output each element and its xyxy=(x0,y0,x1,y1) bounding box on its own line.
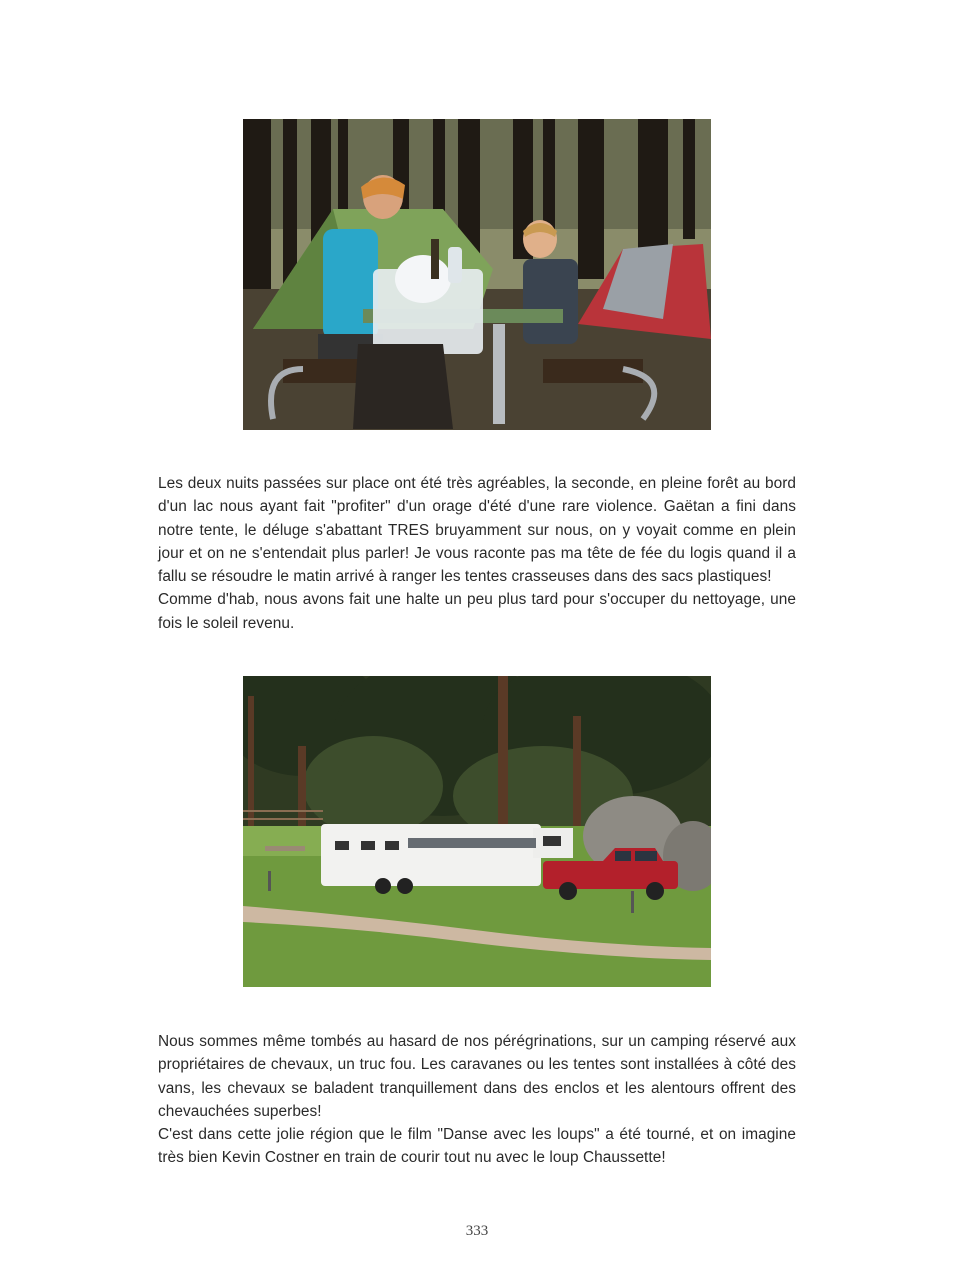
paragraph-line: Comme d'hab, nous avons fait une halte un peu plus tard pour s'occuper du nettoyage, une fois le soleil revenu. xyxy=(158,591,796,632)
paragraph-1 xyxy=(158,472,796,635)
page-number: 333 xyxy=(465,1223,489,1239)
paragraph-2 xyxy=(158,1030,796,1170)
photo-campsite-picnic xyxy=(243,119,711,430)
photo-horse-campground xyxy=(243,676,711,987)
paragraph-line: Les deux nuits passées sur place ont été très agréables, la seconde, en pleine forêt au bord d'un lac nous ayant fait "profiter" d'un orage d'été d'une rare violence. Gaëtan a fini dans notre tente, le déluge s'abattant TRES bruyamment sur nous, on y voyait comme en plein jour et on ne s'entendait plus parler! Je vous raconte pas ma tête de fée du logis quand il a fallu se résoudre le matin arrivé à ranger les tentes crasseuses dans des sacs plastiques! xyxy=(158,475,796,586)
paragraph-line: Nous sommes même tombés au hasard de nos pérégrinations, sur un camping réservé aux propriétaires de chevaux, un truc fou. Les caravanes ou les tentes sont installées à côté des vans, les chevaux se baladent tranquillement dans des enclos et les alentours offrent des chevauchées superbes! xyxy=(158,1033,796,1120)
paragraph-line: C'est dans cette jolie région que le film "Danse avec les loups" a été tourné, et on imagine très bien Kevin Costner en train de courir tout nu avec le loup Chaussette! xyxy=(158,1126,796,1167)
